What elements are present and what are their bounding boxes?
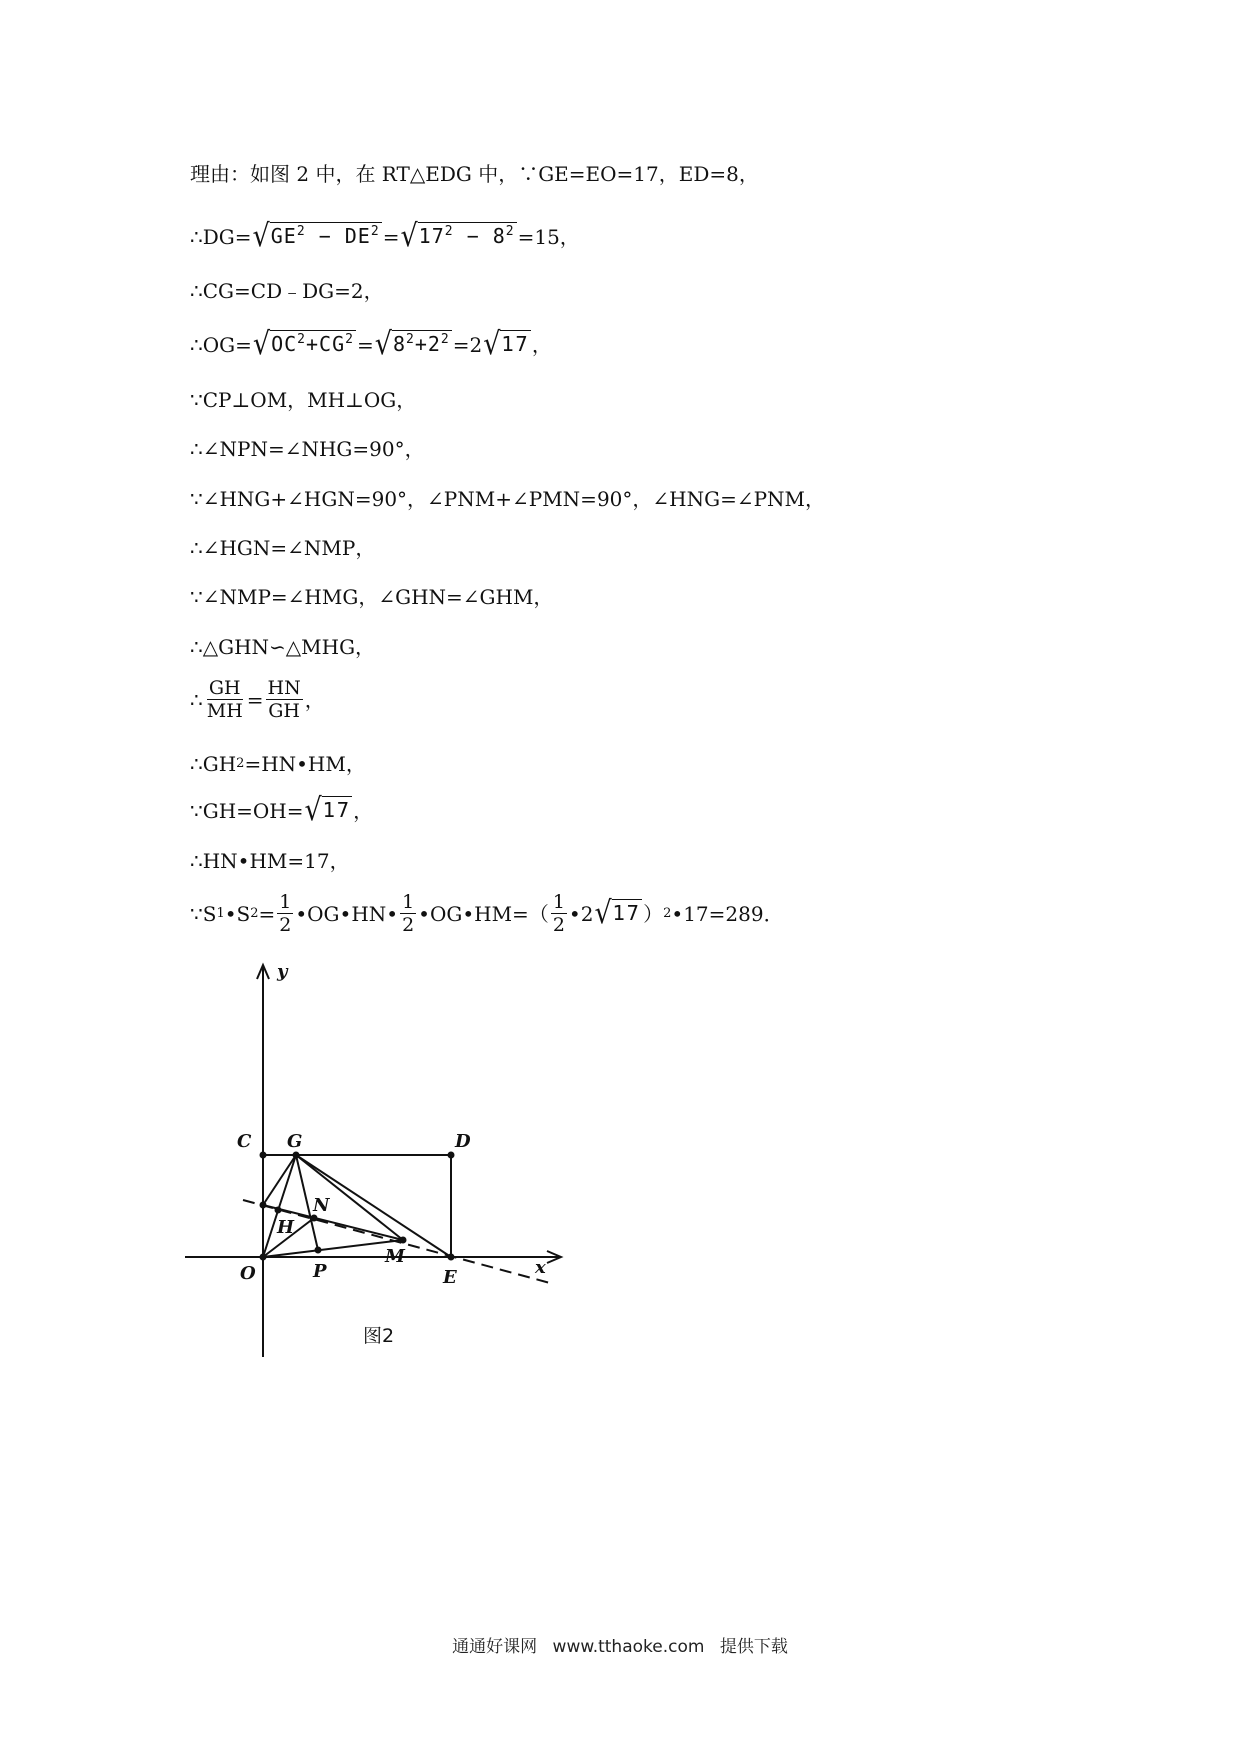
- text-line-5: ∵CP⊥OM，MH⊥OG，: [190, 388, 417, 412]
- segment-om: [263, 1240, 403, 1257]
- point-o: [260, 1254, 267, 1261]
- label-d: D: [455, 1131, 471, 1152]
- label-y: y: [277, 961, 288, 982]
- fraction: $\frac{GH}{MH}$: [206, 677, 243, 722]
- radical: √ $OC^2+CG^2$: [252, 326, 354, 363]
- segment-g-axis: [263, 1155, 296, 1205]
- label-p: P: [313, 1261, 327, 1282]
- text-line-6: ∴∠NPN=∠NHG=90°，: [190, 437, 425, 461]
- point-m: [400, 1237, 407, 1244]
- text-line-13: ∵GH=OH= √ 17 ，: [190, 792, 374, 829]
- radical: √ $GE^2 - DE^2$: [252, 218, 380, 255]
- figure-caption: 图2: [363, 1325, 395, 1347]
- fraction: $\frac{HN}{GH}$: [267, 677, 301, 722]
- text-line-2: ∴DG= √ $GE^2 - DE^2$ = √ $17^2 - 8^2$ =15，: [190, 218, 580, 255]
- label-g: G: [287, 1131, 303, 1152]
- label-c: C: [237, 1131, 252, 1152]
- label-o: O: [240, 1263, 256, 1284]
- point-e: [448, 1254, 455, 1261]
- label-n: N: [313, 1195, 330, 1216]
- point-g: [293, 1152, 300, 1159]
- text-line-8: ∴∠HGN=∠NMP，: [190, 536, 376, 560]
- fraction: $\frac{1}{2}$: [402, 891, 415, 936]
- text-line-9: ∵∠NMP=∠HMG，∠GHN=∠GHM，: [190, 585, 554, 609]
- point-c: [260, 1152, 267, 1159]
- text-line-11: ∴ $\frac{GH}{MH}$ = $\frac{HN}{GH}$ ，: [190, 677, 325, 722]
- point-p: [315, 1247, 322, 1254]
- footer-url: www.tthaoke.com: [552, 1637, 705, 1657]
- page-footer: [0, 1632, 1240, 1657]
- text-line-7: ∵∠HNG+∠HGN=90°，∠PNM+∠PMN=90°，∠HNG=∠PNM，: [190, 487, 826, 511]
- point-h: [275, 1207, 282, 1214]
- text-line-15: ∵S 1 •S 2 = $\frac{1}{2}$ •OG•HN• $\frac{1}{2}$ •OG•HM=（ $\frac{1}{2}$ •2 √ 17 ） 2 •17=289．: [190, 891, 784, 936]
- fraction: $\frac{1}{2}$: [552, 891, 565, 936]
- text-line-1: 理由：如图 2 中，在 RT△EDG 中，∵GE=EO=17，ED=8，: [190, 162, 759, 186]
- radical: √ 17: [304, 792, 351, 829]
- text-line-14: ∴HN•HM=17，: [190, 849, 350, 873]
- label-e: E: [443, 1267, 457, 1288]
- point-axis: [260, 1202, 267, 1209]
- radical: √ 17: [483, 326, 529, 363]
- text-line-3: ∴CG=CD﹣DG=2，: [190, 279, 384, 303]
- fraction: $\frac{1}{2}$: [279, 891, 292, 936]
- label-x: x: [535, 1257, 546, 1278]
- footer-note: 提供下载: [719, 1637, 788, 1657]
- radical: √ $8^2+2^2$: [374, 326, 450, 363]
- radical: √ $17^2 - 8^2$: [400, 218, 515, 255]
- label-h: H: [277, 1217, 295, 1238]
- footer-site-name: 通通好课网: [452, 1637, 538, 1657]
- text-line-12: ∴GH 2 =HN•HM，: [190, 752, 366, 776]
- point-d: [448, 1152, 455, 1159]
- label-m: M: [385, 1246, 405, 1267]
- text-line-10: ∴△GHN∽△MHG，: [190, 635, 376, 659]
- dashed-line: [243, 1200, 550, 1283]
- text-line-4: ∴OG= √ $OC^2+CG^2$ = √ $8^2+2^2$ =2 √ 17 ，: [190, 326, 552, 363]
- radical: √ 17: [594, 895, 641, 931]
- geometry-figure: [185, 955, 605, 1365]
